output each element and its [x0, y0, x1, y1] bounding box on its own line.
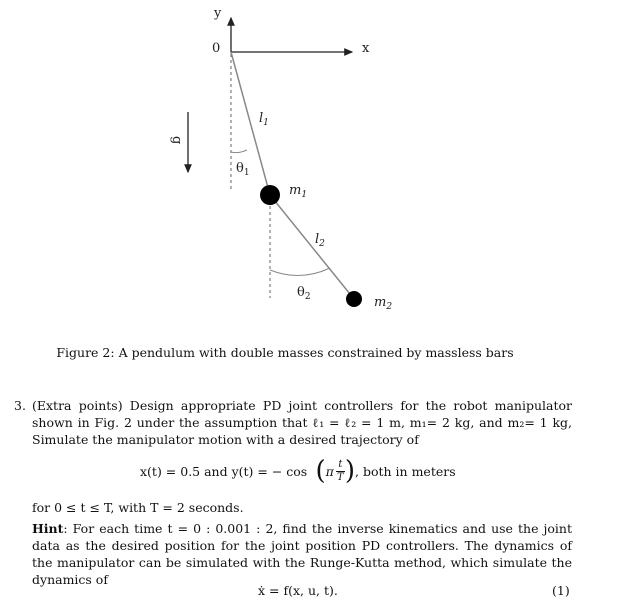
equation-fraction: [336, 460, 345, 483]
hint-text: : For each time t = 0 : 0.001 : 2, find the inverse kinematics and use the joint data as the desired position for the joint position PD controllers. The dynamics of the manipulator can be simulated with the Runge-Kutta method, which simulate the dynamics of: [32, 521, 572, 587]
link-2: [270, 195, 354, 299]
left-paren: (: [307, 456, 326, 486]
y-axis-label: y: [214, 6, 222, 21]
hint-paragraph: [32, 520, 572, 588]
theta2-arc: [270, 268, 330, 276]
theta2-label: $\theta_2$: [297, 285, 311, 302]
link1-label: $l_1$: [259, 111, 269, 128]
equation-pi: π: [325, 463, 334, 479]
right-paren: ): [344, 456, 356, 486]
problem-statement: [14, 397, 572, 448]
x-axis-label: x: [362, 41, 370, 56]
equation-lhs: x(t) = 0.5 and y(t) = − cos: [140, 463, 308, 479]
time-range-line: for 0 ≤ t ≤ T, with T = 2 seconds.: [32, 500, 244, 515]
trajectory-equation: [140, 458, 456, 484]
fraction-denominator: T: [337, 471, 344, 483]
gravity-label: g: [169, 136, 184, 145]
problem-number: 3.: [14, 398, 26, 413]
problem-text: (Extra points) Design appropriate PD joint controllers for the robot manipulator shown in Fig. 2 under the assumption that ℓ₁ = ℓ₂ = 1 m, m₁= 2 kg, and m₂= 1 kg, Simulate the manipulator motion with a desired trajectory of: [32, 398, 572, 447]
theta1-arc: [231, 150, 247, 153]
figure-caption: Figure 2: A pendulum with double masses constrained by massless bars: [56, 345, 514, 360]
mass2-label: $m_2$: [374, 295, 393, 312]
hint-label: Hint: [32, 521, 64, 536]
link2-label: $l_2$: [315, 232, 325, 249]
fraction-numerator: t: [338, 458, 343, 470]
dynamics-equation: ẋ = f(x, u, t).: [258, 583, 338, 598]
mass-1: [260, 185, 280, 205]
theta1-label: $\theta_1$: [236, 161, 250, 178]
equation-number: (1): [552, 583, 570, 598]
mass-2: [346, 291, 362, 307]
equation-suffix: , both in meters: [355, 463, 456, 479]
mass1-label: $m_1$: [289, 183, 308, 200]
origin-label: 0: [212, 41, 221, 56]
